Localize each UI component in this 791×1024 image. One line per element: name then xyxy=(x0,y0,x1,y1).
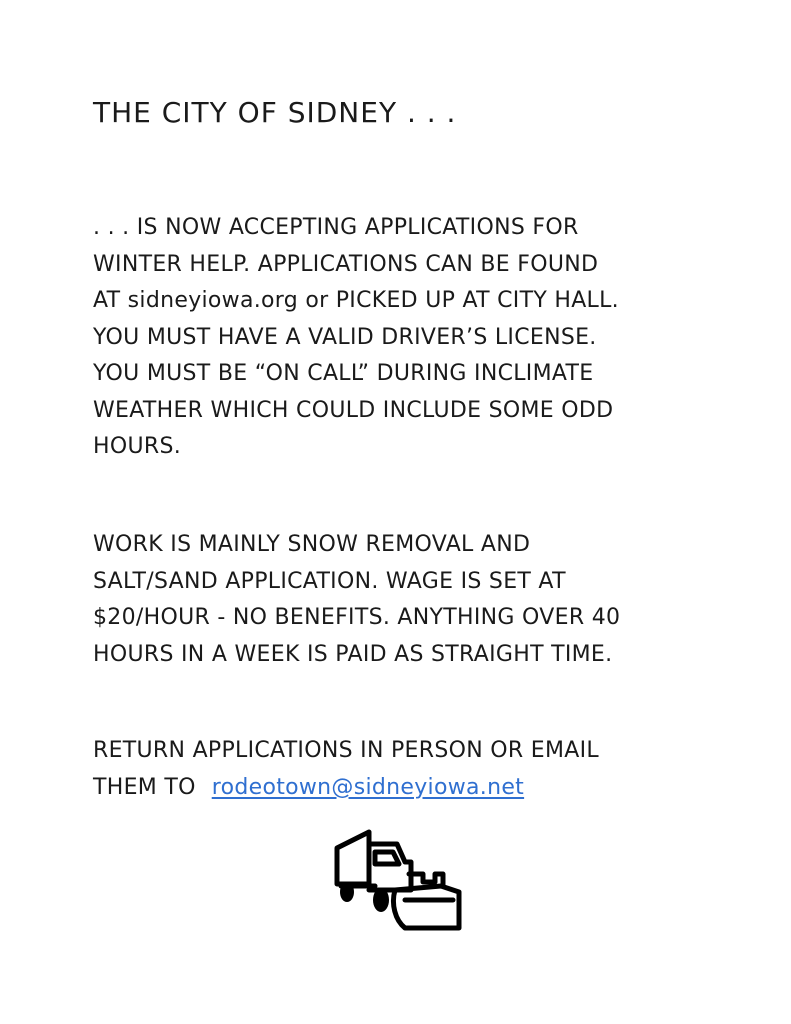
text-line: YOU MUST BE “ON CALL” DURING INCLIMATE xyxy=(93,361,594,386)
text-line: YOU MUST HAVE A VALID DRIVER’S LICENSE. xyxy=(93,324,597,350)
text-line: WINTER HELP. APPLICATIONS CAN BE FOUND xyxy=(93,251,599,277)
text-line: SALT/SAND APPLICATION. WAGE IS SET AT xyxy=(93,568,566,594)
snowplow-truck-icon xyxy=(331,828,463,932)
paragraph-application-info xyxy=(93,210,619,466)
text-line: . . . IS NOW ACCEPTING APPLICATIONS FOR xyxy=(93,215,579,240)
text-line: $20/HOUR - NO BENEFITS. ANYTHING OVER 40 xyxy=(93,605,621,630)
text-line: WORK IS MAINLY SNOW REMOVAL AND xyxy=(93,532,531,557)
text-line: HOURS IN A WEEK IS PAID AS STRAIGHT TIME. xyxy=(93,641,613,667)
page-title: THE CITY OF SIDNEY . . . xyxy=(93,96,457,129)
paragraph-work-details xyxy=(93,527,620,673)
email-link[interactable]: rodeotown@sidneyiowa.net xyxy=(211,774,525,800)
text-line-with-email xyxy=(93,770,599,807)
paragraph-return-instructions xyxy=(93,733,599,806)
text-line: WEATHER WHICH COULD INCLUDE SOME ODD xyxy=(93,397,614,423)
text-line: RETURN APPLICATIONS IN PERSON OR EMAIL xyxy=(93,738,599,763)
text-line: AT sidneyiowa.org or PICKED UP AT CITY HALL. xyxy=(93,288,619,313)
text-line: HOURS. xyxy=(93,434,182,459)
text-prefix: THEM TO xyxy=(93,774,196,800)
